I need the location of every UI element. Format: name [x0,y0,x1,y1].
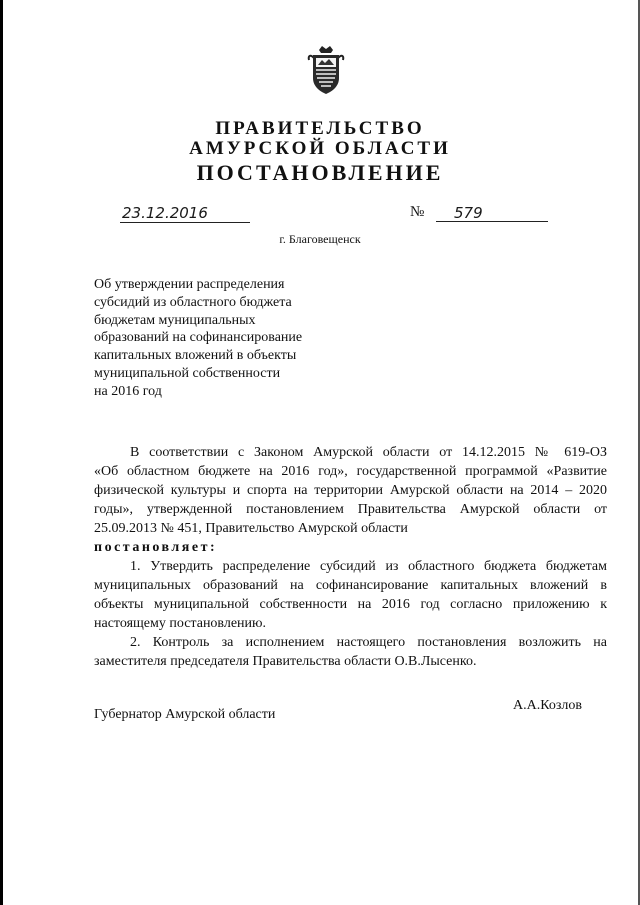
item1-line: объекты муниципальной собственности на 2016 год согласно приложению к [94,597,607,612]
document-date: 23.12.2016 [120,204,250,223]
preamble-line: физической культуры и спорта на территории Амурской области на 2014 – 2020 [94,483,607,498]
org-name-line2: АМУРСКОЙ ОБЛАСТИ [189,138,451,159]
decree-body [94,443,607,671]
signatory-name: А.А.Козлов [513,698,582,713]
subject-block [94,276,334,401]
preamble-line: «Об областном бюджете на 2016 год», государственной программой «Развитие [94,464,607,479]
preamble-line: В соответствии с Законом Амурской области от 14.12.2015 № 619-ОЗ [130,445,607,460]
preamble-line: годы», утвержденной постановлением Правительства Амурской области от [94,502,607,517]
coat-of-arms-icon [306,44,346,96]
item2-line: заместителя председателя Правительства области О.В.Лысенко. [94,654,477,669]
document-type-title: ПОСТАНОВЛЕНИЕ [196,160,444,185]
subject-line: бюджетам муниципальных [94,312,256,328]
signatory-position: Губернатор Амурской области [94,707,276,722]
subject-line: на 2016 год [94,383,162,399]
org-name-line1: ПРАВИТЕЛЬСТВО [215,118,425,139]
subject-line: образований на софинансирование [94,330,303,346]
preamble-line: 25.09.2013 № 451, Правительство Амурской области [94,521,408,536]
document-number: 579 [436,204,548,222]
subject-line: капитальных вложений в объекты [94,348,297,364]
subject-line: субсидий из областного бюджета [94,294,292,310]
decree-word: постановляет: [94,540,218,555]
city-name: г. Благовещенск [279,232,361,246]
subject-line: муниципальной собственности [94,365,281,381]
item2-line: 2. Контроль за исполнением настоящего постановления возложить на [130,635,607,650]
item1-line: муниципальных образований на софинансирование капитальных вложений в [94,578,607,593]
item1-line: настоящему постановлению. [94,616,266,631]
subject-line: Об утверждении распределения [94,277,285,292]
number-label: № [410,204,425,220]
item1-line: 1. Утвердить распределение субсидий из областного бюджета бюджетам [130,559,607,574]
